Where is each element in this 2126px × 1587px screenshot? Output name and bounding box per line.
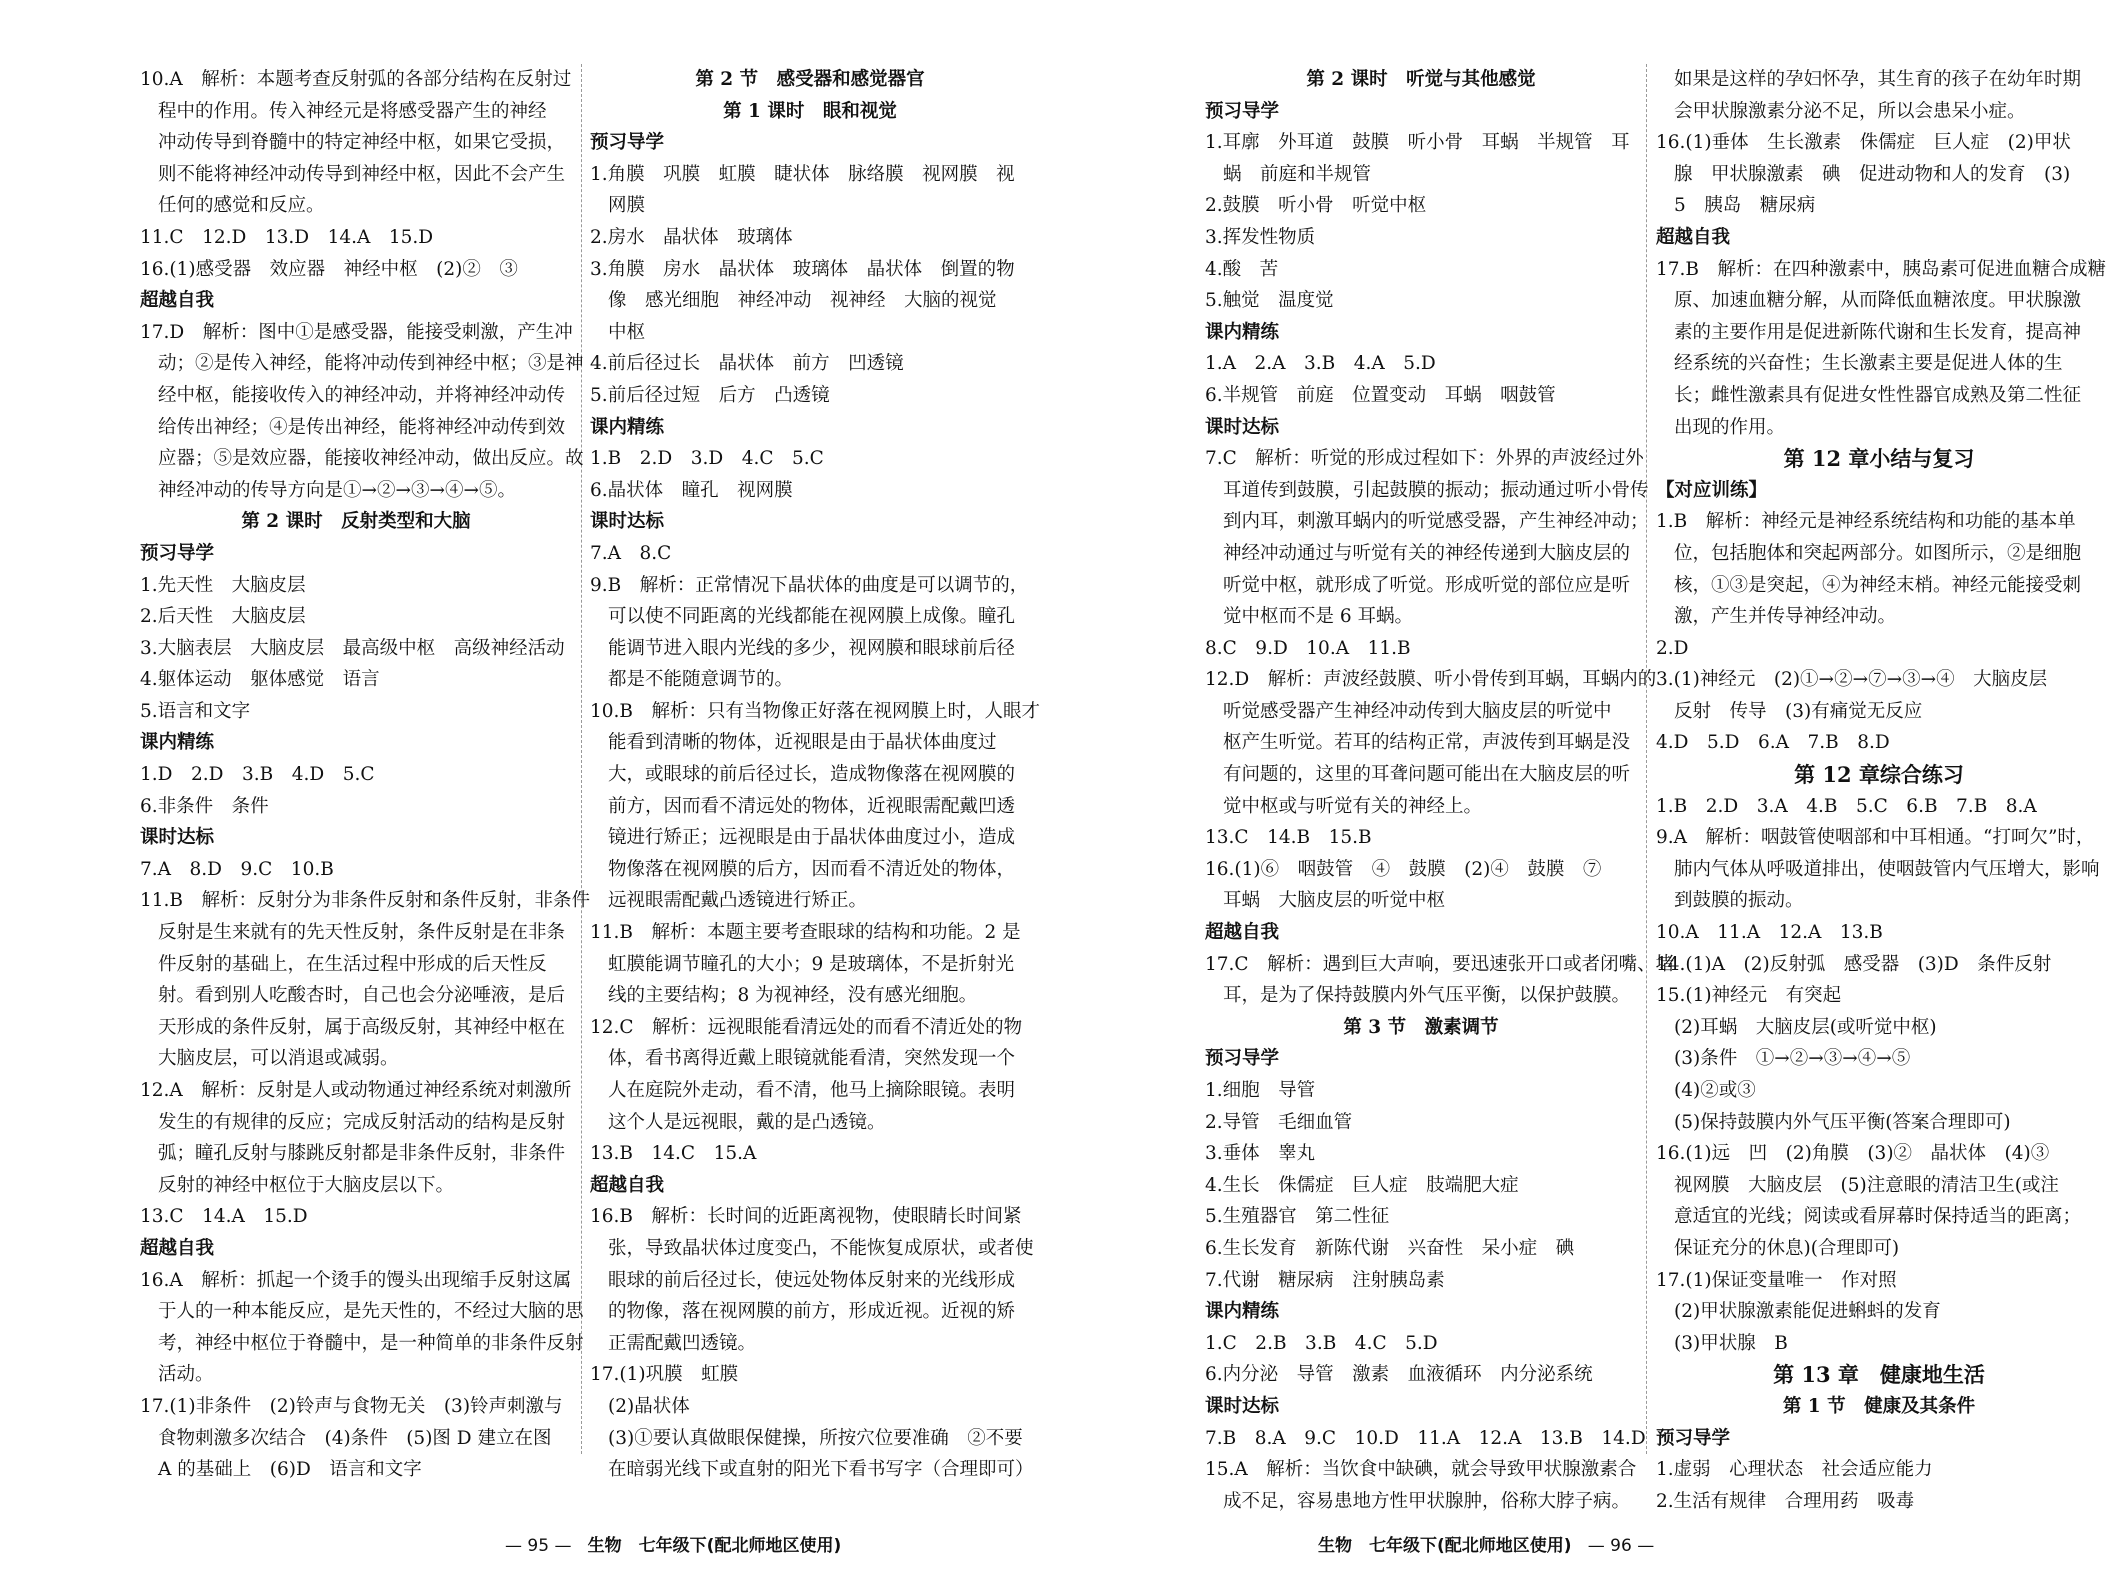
- answer-line: 会甲状腺激素分泌不足，所以会患呆小症。: [1674, 100, 2026, 122]
- answer-line: 都是不能随意调节的。: [608, 669, 794, 691]
- section-heading: 预习导学: [1205, 100, 1280, 122]
- answer-line: 16.(1)⑥ 咽鼓管 ④ 鼓膜 (2)④ 鼓膜 ⑦: [1205, 858, 1602, 880]
- answer-line: 1.D 2.D 3.B 4.D 5.C: [140, 764, 375, 786]
- answer-line: 3.挥发性物质: [1205, 226, 1316, 248]
- chapter-review-title: 第 12 章小结与复习: [1783, 446, 1975, 472]
- section-heading: 课时达标: [590, 511, 665, 533]
- answer-line: 16.(1)感受器 效应器 神经中枢 (2)② ③: [140, 258, 518, 280]
- answer-line: 经中枢，能接收传入的神经冲动，并将神经冲动传: [158, 384, 566, 406]
- answer-line: 4.D 5.D 6.A 7.B 8.D: [1656, 732, 1890, 754]
- answer-line: 大脑皮层，可以消退或减弱。: [158, 1048, 399, 1070]
- answer-line: 6.生长发育 新陈代谢 兴奋性 呆小症 碘: [1205, 1237, 1575, 1259]
- answer-line: 出现的作用。: [1674, 416, 1786, 438]
- answer-line: 耳蜗 大脑皮层的听觉中枢: [1223, 890, 1446, 912]
- answer-line: 17.(1)非条件 (2)铃声与食物无关 (3)铃声刺激与: [140, 1395, 563, 1417]
- answer-line: 镜进行矫正；远视眼是由于晶状体曲度过小，造成: [608, 827, 1016, 849]
- answer-line: 前方，因而看不清远处的物体，近视眼需配戴凹透: [608, 795, 1016, 817]
- answer-line: 反射 传导 (3)有痛觉无反应: [1674, 700, 1923, 722]
- answer-line: 反射是生来就有的先天性反射，条件反射是在非条: [158, 922, 566, 944]
- answer-line: 天形成的条件反射，属于高级反射，其神经中枢在: [158, 1016, 566, 1038]
- answer-line: 5.触觉 温度觉: [1205, 290, 1334, 312]
- answer-line: 反射的神经中枢位于大脑皮层以下。: [158, 1174, 455, 1196]
- answer-line: 4.酸 苦: [1205, 258, 1279, 280]
- answer-line: 到鼓膜的振动。: [1674, 890, 1804, 912]
- section-heading: 课内精练: [1205, 321, 1280, 343]
- answer-line: 2.房水 晶状体 玻璃体: [590, 226, 793, 248]
- answer-line: 虹膜能调节瞳孔的大小；9 是玻璃体，不是折射光: [608, 953, 1015, 975]
- answer-line: 17.D 解析：图中①是感受器，能接受刺激，产生冲: [140, 321, 573, 343]
- section-heading: 超越自我: [140, 290, 215, 312]
- section-heading: 超越自我: [1656, 226, 1731, 248]
- answer-line: 大，或眼球的前后径过长，造成物像落在视网膜的: [608, 764, 1016, 786]
- answer-line: 给传出神经；④是传出神经，能将神经冲动传到效: [158, 416, 566, 438]
- answer-line: 1.先天性 大脑皮层: [140, 574, 306, 596]
- section-heading: 课时达标: [1205, 416, 1280, 438]
- answer-line: 耳，是为了保持鼓膜内外气压平衡，以保护鼓膜。: [1223, 985, 1631, 1007]
- answer-line: 5.前后径过短 后方 凸透镜: [590, 384, 830, 406]
- answer-line: 能调节进入眼内光线的多少，视网膜和眼球前后径: [608, 637, 1016, 659]
- answer-line: 14.(1)A (2)反射弧 感受器 (3)D 条件反射: [1656, 953, 2052, 975]
- answer-line: 3.角膜 房水 晶状体 玻璃体 晶状体 倒置的物: [590, 258, 1015, 280]
- answer-line: 听觉感受器产生神经冲动传到大脑皮层的听觉中: [1223, 700, 1612, 722]
- answer-line: 1.A 2.A 3.B 4.A 5.D: [1205, 353, 1436, 375]
- answer-line: 9.A 解析：咽鼓管使咽部和中耳相通。“打呵欠”时，: [1656, 827, 2095, 849]
- answer-line: 4.前后径过长 晶状体 前方 凹透镜: [590, 353, 904, 375]
- answer-line: 17.(1)保证变量唯一 作对照: [1656, 1269, 1897, 1291]
- answer-line: 能看到清晰的物体，近视眼是由于晶状体曲度过: [608, 732, 997, 754]
- answer-line: 4.生长 侏儒症 巨人症 肢端肥大症: [1205, 1174, 1519, 1196]
- answer-line: 12.D 解析：声波经鼓膜、听小骨传到耳蜗，耳蜗内的: [1205, 669, 1657, 691]
- answer-line: 正需配戴凹透镜。: [608, 1332, 757, 1354]
- answer-line: 11.C 12.D 13.D 14.A 15.D: [140, 226, 434, 248]
- answer-line: 冲动传导到脊髓中的特定神经中枢，如果它受损，: [158, 132, 566, 154]
- answer-line: 远视眼需配戴凸透镜进行矫正。: [608, 890, 868, 912]
- book-title: 生物 七年级下(配北师地区使用): [1318, 1536, 1572, 1556]
- answer-line: 件反射的基础上，在生活过程中形成的后天性反: [158, 953, 547, 975]
- section-heading: 课内精练: [140, 732, 215, 754]
- section-heading: 课时达标: [1205, 1395, 1280, 1417]
- answer-line: 的物像，落在视网膜的前方，形成近视。近视的矫: [608, 1301, 1016, 1323]
- answer-line: 素的主要作用是促进新陈代谢和生长发育，提高神: [1674, 321, 2082, 343]
- answer-line: 中枢: [608, 321, 646, 343]
- answer-line: (2)耳蜗 大脑皮层(或听觉中枢): [1674, 1016, 1937, 1038]
- page-number: — 96 —: [1587, 1536, 1655, 1556]
- answer-line: 1.虚弱 心理状态 社会适应能力: [1656, 1459, 1933, 1481]
- left-page-column-1: [140, 64, 591, 1486]
- answer-line: 9.B 解析：正常情况下晶状体的曲度是可以调节的，: [590, 574, 1029, 596]
- section-heading: 课内精练: [1205, 1301, 1280, 1323]
- section-title: 第 1 节 健康及其条件: [1782, 1395, 1976, 1417]
- right-page-column-1: [1205, 64, 1675, 1517]
- answer-line: 7.代谢 糖尿病 注射胰岛素: [1205, 1269, 1445, 1291]
- answer-line: 应器；⑤是效应器，能接收神经冲动，做出反应。故: [158, 448, 584, 470]
- left-page-column-2: [590, 64, 1041, 1486]
- answer-line: 意适宜的光线；阅读或看屏幕时保持适当的距离；: [1674, 1206, 2082, 1228]
- answer-line: 保证充分的休息)(合理即可): [1674, 1237, 1900, 1259]
- answer-line: 觉中枢或与听觉有关的神经上。: [1223, 795, 1483, 817]
- answer-line: 物像落在视网膜的后方，因而看不清近处的物体，: [608, 858, 1016, 880]
- answer-line: 枢产生听觉。若耳的结构正常，声波传到耳蜗是没: [1223, 732, 1631, 754]
- lesson-title: 第 2 课时 听觉与其他感觉: [1306, 69, 1536, 90]
- answer-line: (3)甲状腺 B: [1674, 1332, 1788, 1354]
- section-title: 第 2 节 感受器和感觉器官: [695, 69, 925, 90]
- section-heading: 超越自我: [140, 1237, 215, 1259]
- column-divider: [1646, 64, 1647, 1454]
- answer-line: 2.导管 毛细血管: [1205, 1111, 1353, 1133]
- answer-line: 位，包括胞体和突起两部分。如图所示，②是细胞: [1674, 542, 2082, 564]
- answer-line: 核，①③是突起，④为神经末梢。神经元能接受刺: [1674, 574, 2082, 596]
- section-heading: 超越自我: [1205, 922, 1280, 944]
- section-heading: 预习导学: [590, 132, 665, 154]
- answer-line: 射。看到别人吃酸杏时，自己也会分泌唾液，是后: [158, 985, 566, 1007]
- answer-line: 3.大脑表层 大脑皮层 最高级中枢 高级神经活动: [140, 637, 565, 659]
- answer-line: 5 胰岛 糖尿病: [1674, 195, 1816, 217]
- answer-line: 发生的有规律的反应；完成反射活动的结构是反射: [158, 1111, 566, 1133]
- answer-line: 像 感光细胞 神经冲动 视神经 大脑的视觉: [608, 290, 997, 312]
- answer-line: 16.(1)垂体 生长激素 侏儒症 巨人症 (2)甲状: [1656, 132, 2071, 154]
- answer-line: 张，导致晶状体过度变凸，不能恢复成原状，或者使: [608, 1237, 1034, 1259]
- answer-line: 成不足，容易患地方性甲状腺肿，俗称大脖子病。: [1223, 1490, 1631, 1512]
- answer-line: 16.(1)远 凹 (2)角膜 (3)② 晶状体 (4)③: [1656, 1143, 2050, 1165]
- section-heading: 超越自我: [590, 1174, 665, 1196]
- answer-line: 1.细胞 导管: [1205, 1080, 1316, 1101]
- answer-line: (3)条件 ①→②→③→④→⑤: [1674, 1048, 1911, 1070]
- answer-line: (3)①要认真做眼保健操，所按穴位要准确 ②不要: [608, 1427, 1023, 1449]
- answer-line: 1.耳廓 外耳道 鼓膜 听小骨 耳蜗 半规管 耳: [1205, 132, 1630, 154]
- answer-line: 神经冲动通过与听觉有关的神经传递到大脑皮层的: [1223, 542, 1631, 564]
- answer-line: 耳道传到鼓膜，引起鼓膜的振动；振动通过听小骨传: [1223, 479, 1649, 501]
- answer-line: 15.(1)神经元 有突起: [1656, 985, 1842, 1007]
- answer-line: 17.C 解析：遇到巨大声响，要迅速张开口或者闭嘴、堵: [1205, 953, 1675, 975]
- answer-line: 程中的作用。传入神经元是将感受器产生的神经: [158, 100, 547, 122]
- answer-line: 弧；瞳孔反射与膝跳反射都是非条件反射，非条件: [158, 1143, 566, 1165]
- answer-line: 10.A 11.A 12.A 13.B: [1656, 922, 1883, 944]
- answer-line: (2)甲状腺激素能促进蝌蚪的发育: [1674, 1301, 1941, 1323]
- answer-line: 3.(1)神经元 (2)①→②→⑦→③→④ 大脑皮层: [1656, 669, 2048, 691]
- answer-line: 15.A 解析：当饮食中缺碘，就会导致甲状腺激素合: [1205, 1459, 1637, 1481]
- answer-line: 1.B 解析：神经元是神经系统结构和功能的基本单: [1656, 511, 2076, 533]
- answer-line: 6.非条件 条件: [140, 795, 269, 817]
- answer-line: 考，神经中枢位于脊髓中，是一种简单的非条件反射: [158, 1332, 584, 1354]
- right-page-column-2: [1656, 64, 2107, 1517]
- answer-line: A 的基础上 (6)D 语言和文字: [158, 1459, 422, 1481]
- chapter-title: 第 13 章 健康地生活: [1773, 1362, 1985, 1388]
- answer-line: 这个人是远视眼，戴的是凸透镜。: [608, 1111, 886, 1133]
- answer-line: 17.B 解析：在四种激素中，胰岛素可促进血糖合成糖: [1656, 258, 2107, 280]
- answer-line: 16.B 解析：长时间的近距离视物，使眼睛长时间紧: [590, 1206, 1022, 1228]
- answer-line: 2.D: [1656, 637, 1689, 659]
- answer-line: 6.内分泌 导管 激素 血液循环 内分泌系统: [1205, 1364, 1593, 1386]
- answer-line: 体，看书离得近戴上眼镜就能看清，突然发现一个: [608, 1048, 1016, 1070]
- answer-line: 可以使不同距离的光线都能在视网膜上成像。瞳孔: [608, 606, 1016, 628]
- left-page-footer: [505, 1531, 841, 1556]
- answer-line: 有问题的，这里的耳聋问题可能出在大脑皮层的听: [1223, 764, 1631, 786]
- answer-line: 12.C 解析：远视眼能看清远处的而看不清近处的物: [590, 1016, 1023, 1038]
- answer-line: 动；②是传入神经，能将冲动传到神经中枢；③是神: [158, 353, 584, 375]
- answer-line: 7.A 8.C: [590, 542, 672, 564]
- answer-line: 13.B 14.C 15.A: [590, 1143, 757, 1165]
- answer-line: 2.生活有规律 合理用药 吸毒: [1656, 1490, 1915, 1512]
- answer-line: (5)保持鼓膜内外气压平衡(答案合理即可): [1674, 1111, 2011, 1133]
- section-title: 第 3 节 激素调节: [1343, 1016, 1499, 1038]
- answer-line: 原、加速血糖分解，从而降低血糖浓度。甲状腺激: [1674, 290, 2082, 312]
- answer-line: 13.C 14.B 15.B: [1205, 827, 1372, 849]
- answer-line: 1.B 2.D 3.D 4.C 5.C: [590, 448, 824, 470]
- answer-line: 长；雌性激素具有促进女性性器官成熟及第二性征: [1674, 384, 2082, 406]
- answer-line: 6.半规管 前庭 位置变动 耳蜗 咽鼓管: [1205, 384, 1556, 406]
- column-divider: [581, 64, 582, 1454]
- answer-line: 腺 甲状腺激素 碘 促进动物和人的发育 (3): [1674, 163, 2071, 185]
- answer-line: 活动。: [158, 1364, 214, 1386]
- answer-line: 11.B 解析：反射分为非条件反射和条件反射，非条件: [140, 890, 591, 912]
- answer-line: 13.C 14.A 15.D: [140, 1206, 308, 1228]
- page-number: — 95 —: [505, 1536, 572, 1556]
- answer-line: 5.生殖器官 第二性征: [1205, 1206, 1390, 1228]
- section-heading: 预习导学: [1205, 1048, 1280, 1070]
- answer-line: 12.A 解析：反射是人或动物通过神经系统对刺激所: [140, 1080, 572, 1101]
- answer-line: 7.C 解析：听觉的形成过程如下：外界的声波经过外: [1205, 448, 1644, 470]
- answer-line: 肺内气体从呼吸道排出，使咽鼓管内气压增大，影响: [1674, 858, 2100, 880]
- answer-line: 5.语言和文字: [140, 700, 251, 722]
- section-heading: 【对应训练】: [1656, 479, 1768, 501]
- answer-line: 3.垂体 睾丸: [1205, 1143, 1316, 1165]
- answer-line: 16.A 解析：抓起一个烫手的馒头出现缩手反射这属: [140, 1269, 572, 1291]
- right-page-footer: [1318, 1531, 1654, 1556]
- chapter-exercise-title: 第 12 章综合练习: [1794, 762, 1964, 788]
- answer-line: 1.C 2.B 3.B 4.C 5.D: [1205, 1332, 1438, 1354]
- answer-line: 4.躯体运动 躯体感觉 语言: [140, 669, 380, 691]
- answer-line: 7.B 8.A 9.C 10.D 11.A 12.A 13.B 14.D: [1205, 1427, 1646, 1449]
- answer-line: 眼球的前后径过长，使远处物体反射来的光线形成: [608, 1269, 1016, 1291]
- answer-line: 2.后天性 大脑皮层: [140, 606, 306, 628]
- answer-line: 人在庭院外走动，看不清，他马上摘除眼镜。表明: [608, 1080, 1016, 1101]
- section-heading: 课时达标: [140, 827, 215, 849]
- answer-line: 经系统的兴奋性；生长激素主要是促进人体的生: [1674, 353, 2063, 375]
- answer-line: 到内耳，刺激耳蜗内的听觉感受器，产生神经冲动；: [1223, 511, 1649, 533]
- answer-line: (2)晶状体: [608, 1395, 690, 1417]
- answer-line: 在暗弱光线下或直射的阳光下看书写字（合理即可）: [608, 1459, 1034, 1481]
- section-heading: 预习导学: [140, 542, 215, 564]
- answer-line: 任何的感觉和反应。: [158, 195, 325, 217]
- answer-line: 如果是这样的孕妇怀孕，其生育的孩子在幼年时期: [1674, 69, 2082, 90]
- answer-line: 于人的一种本能反应，是先天性的，不经过大脑的思: [158, 1301, 584, 1323]
- answer-line: 10.B 解析：只有当物像正好落在视网膜上时，人眼才: [590, 700, 1041, 722]
- answer-line: (4)②或③: [1674, 1080, 1756, 1101]
- answer-line: 听觉中枢，就形成了听觉。形成听觉的部位应是听: [1223, 574, 1631, 596]
- answer-line: 1.B 2.D 3.A 4.B 5.C 6.B 7.B 8.A: [1656, 795, 2037, 817]
- answer-line: 10.A 解析：本题考查反射弧的各部分结构在反射过: [140, 69, 572, 90]
- answer-line: 7.A 8.D 9.C 10.B: [140, 858, 334, 880]
- answer-line: 线的主要结构；8 为视神经，没有感光细胞。: [608, 985, 978, 1007]
- answer-line: 6.晶状体 瞳孔 视网膜: [590, 479, 793, 501]
- answer-line: 觉中枢而不是 6 耳蜗。: [1223, 606, 1414, 628]
- section-heading: 课内精练: [590, 416, 665, 438]
- answer-line: 11.B 解析：本题主要考查眼球的结构和功能。2 是: [590, 922, 1021, 944]
- book-title: 生物 七年级下(配北师地区使用): [587, 1536, 842, 1556]
- answer-line: 8.C 9.D 10.A 11.B: [1205, 637, 1411, 659]
- lesson-title: 第 2 课时 反射类型和大脑: [241, 511, 471, 533]
- lesson-title: 第 1 课时 眼和视觉: [723, 100, 897, 122]
- answer-line: 神经冲动的传导方向是①→②→③→④→⑤。: [158, 479, 517, 501]
- answer-line: 17.(1)巩膜 虹膜: [590, 1364, 739, 1386]
- answer-line: 1.角膜 巩膜 虹膜 睫状体 脉络膜 视网膜 视: [590, 163, 1015, 185]
- answer-line: 激，产生并传导神经冲动。: [1674, 606, 1897, 628]
- answer-line: 蜗 前庭和半规管: [1223, 163, 1372, 185]
- answer-line: 视网膜 大脑皮层 (5)注意眼的清洁卫生(或注: [1674, 1174, 2059, 1196]
- answer-line: 则不能将神经冲动传导到神经中枢，因此不会产生: [158, 163, 566, 185]
- answer-line: 网膜: [608, 195, 646, 217]
- answer-line: 食物刺激多次结合 (4)条件 (5)图 D 建立在图: [158, 1427, 552, 1449]
- answer-line: 2.鼓膜 听小骨 听觉中枢: [1205, 195, 1427, 217]
- section-heading: 预习导学: [1656, 1427, 1731, 1449]
